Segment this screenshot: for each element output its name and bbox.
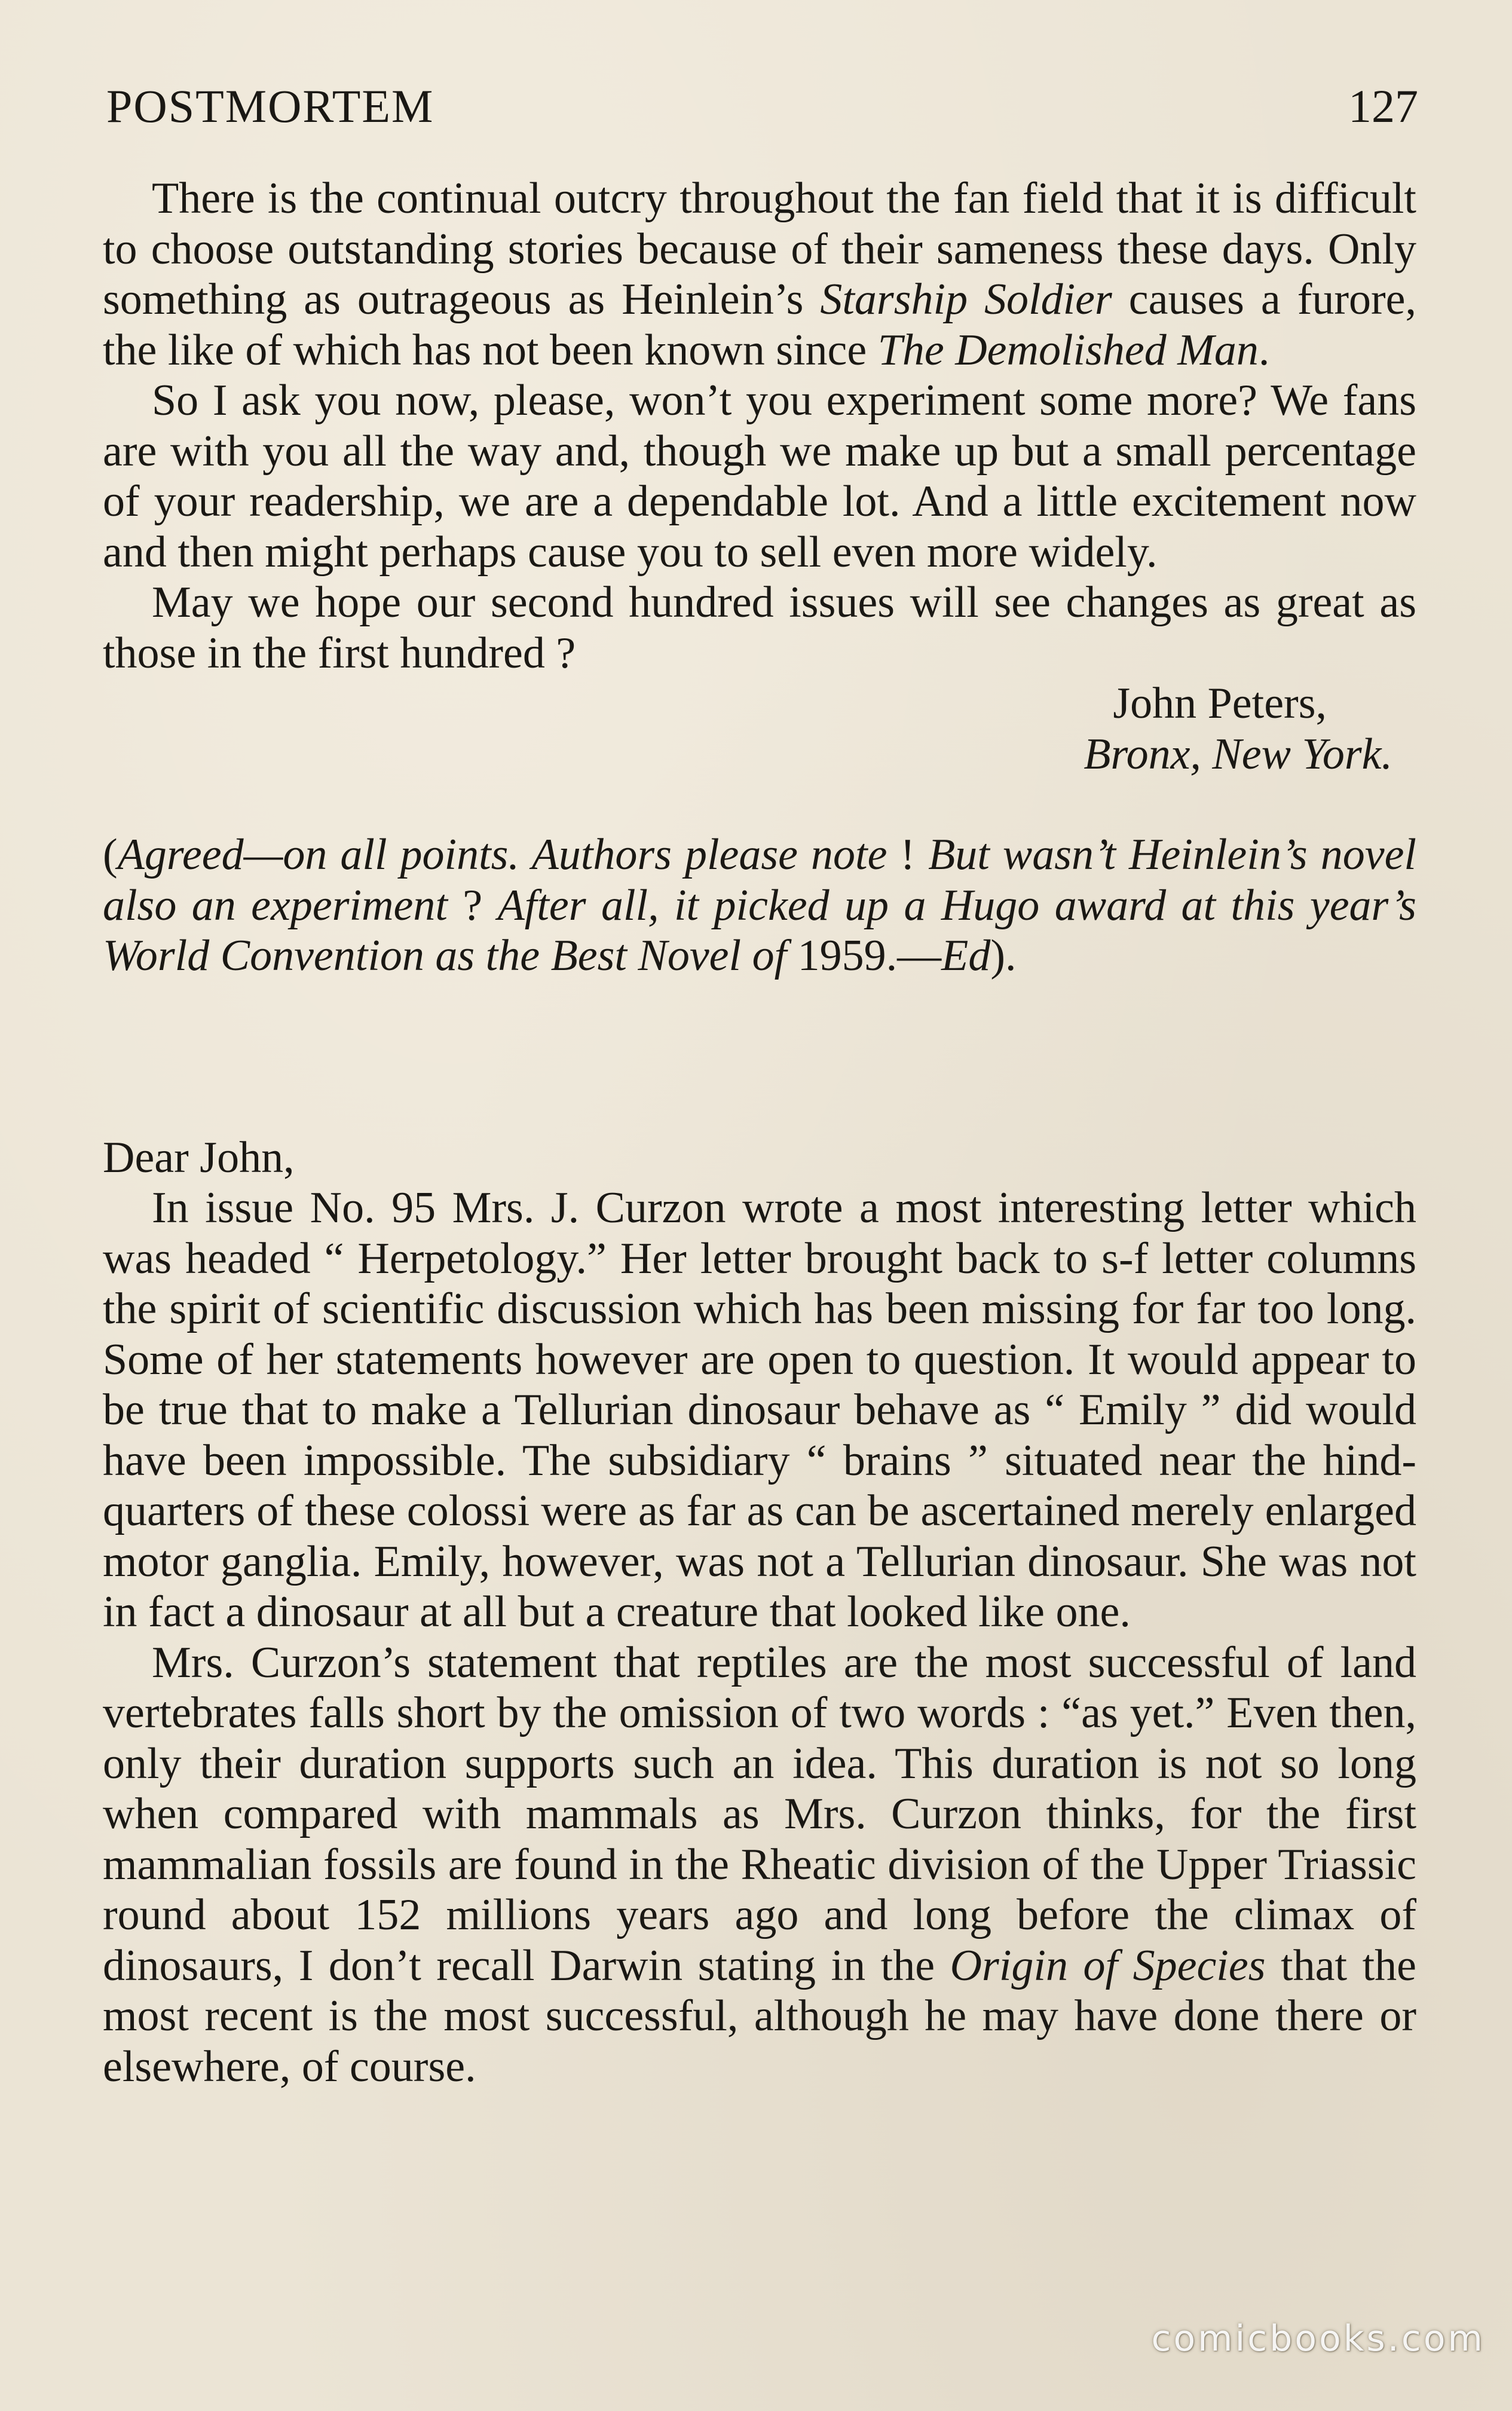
running-title: POSTMORTEM xyxy=(106,80,434,132)
section-gap xyxy=(103,981,1416,1133)
editor-note xyxy=(103,830,1416,981)
letter2-salutation: Dear John, xyxy=(103,1133,295,1182)
text-run: Mrs. Curzon’s statement that reptiles are the most successful of land vertebrates falls short by the omission of two words : “as yet.” Even then, only their duration supports such an idea. This duration is not so long when compared with mammals as Mrs. Curzon thinks, for the first mammalian fossils are found in the Rheatic division of the Upper Triassic round about 152 millions years ago and long before the climax of dinosaurs, I don’t recall Darwin stating in the xyxy=(103,1638,1416,1990)
text-run: 1959.— xyxy=(786,931,942,980)
text-run: ! xyxy=(887,830,929,879)
watermark: comicbooks.com xyxy=(1151,2318,1485,2360)
book-title-origin-of-species: Origin of Species xyxy=(950,1941,1266,1990)
letter1-paragraph-1 xyxy=(103,173,1416,375)
text-run: There is the continual outcry throughout the fan field that it is difficult to choose outstanding stories because of their sameness these days. Only something as outrageous as Heinlein’s xyxy=(103,174,1416,324)
text-run: ? xyxy=(447,880,498,930)
text-run: . xyxy=(1258,325,1270,375)
letter2-paragraph-2 xyxy=(103,1638,1416,2092)
book-title-demolished-man: The Demolished Man xyxy=(877,325,1259,375)
text-run: causes a furore, the like of which has not been known since xyxy=(103,275,1417,375)
text-run: ( xyxy=(103,830,118,879)
running-head xyxy=(106,77,1418,136)
signature-place: Bronx, New York. xyxy=(1084,729,1392,779)
text-run: that the most recent is the most successful, although he may have done there or elsewhere, of course. xyxy=(103,1941,1416,2091)
letter1-signature xyxy=(103,678,1416,779)
book-title-starship-soldier: Starship Soldier xyxy=(820,275,1112,324)
letter2-paragraph-1: In issue No. 95 Mrs. J. Curzon wrote a most interesting letter which was headed “ Herpetology.” Her letter brought back to s-f letter columns the spirit of scientific discussion which has been missing for far too long. Some of her statements however are open to question. It would appear to be true that to make a Tellurian dinosaur behave as “ Emily ” did would have been impossible. The subsidiary “ brains ” situated near the hind-quarters of these colossi were as far as can be ascertained merely enlarged motor ganglia. Emily, however, was not a Tellurian dinosaur. She was not in fact a dinosaur at all but a creature that looked like one. xyxy=(103,1183,1416,1636)
text-run-italic: After all, it picked up a Hugo award at this year’s World Convention as the Best Novel of xyxy=(103,880,1416,980)
text-run: ). xyxy=(990,931,1017,980)
text-run-italic: Ed xyxy=(941,931,991,980)
signature-name: John Peters, xyxy=(1113,679,1327,728)
text-run-italic: But wasn’t Heinlein’s novel also an experiment xyxy=(103,830,1416,930)
text-run-italic: Agreed—on all points. Authors please note xyxy=(117,830,887,879)
page-number: 127 xyxy=(1348,80,1418,132)
letter1-paragraph-3: May we hope our second hundred issues will see changes as great as those in the first hundred ? xyxy=(103,578,1416,678)
body-text xyxy=(103,173,1416,2092)
letter1-paragraph-2: So I ask you now, please, won’t you experiment some more? We fans are with you all the way and, though we make up but a small percentage of your readership, we are a dependable lot. And a little excitement now and then might perhaps cause you to sell even more widely. xyxy=(103,376,1416,577)
